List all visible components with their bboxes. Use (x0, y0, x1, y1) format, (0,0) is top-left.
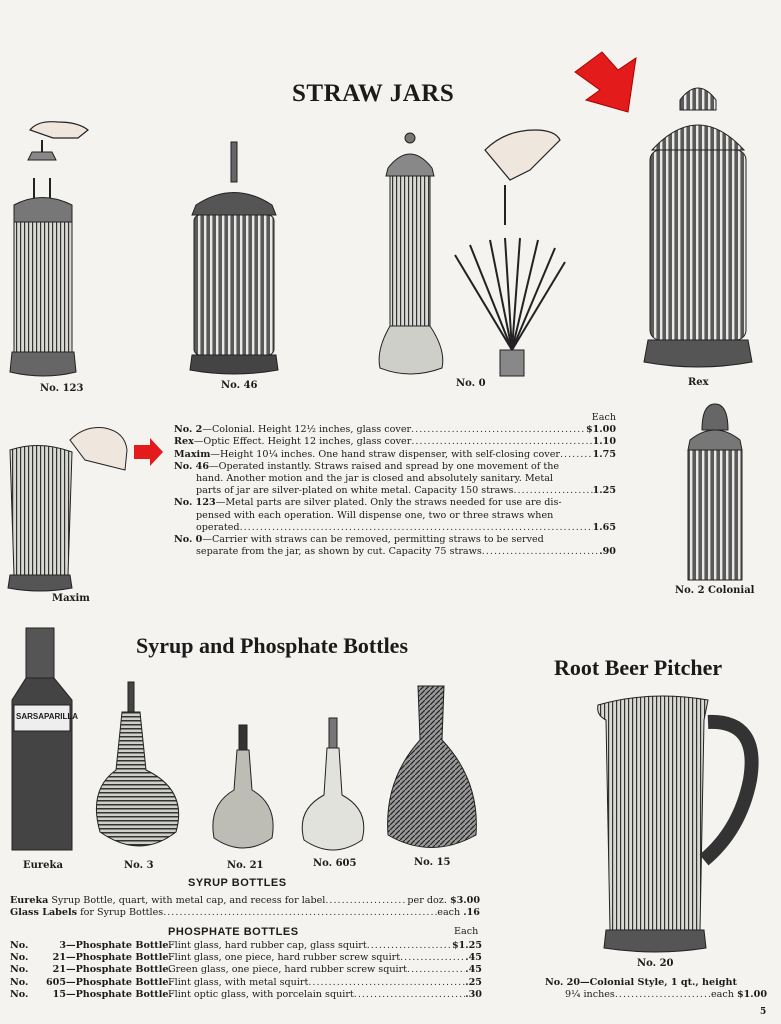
list-item: No. 123—Metal parts are silver plated. Only the straws needed for use are dis- pensed with each operation. Will dispense one, two or three straws when operated ..... 1.65 (174, 497, 616, 534)
syrup-price-list (10, 895, 480, 919)
caption-no-20: No. 20 (637, 958, 674, 969)
table-row: No. 21 —Phosphate Bottle. Green glass, one piece, hard rubber screw squirt ..... .45 (10, 964, 482, 976)
eureka-bottle-illustration (12, 628, 72, 850)
red-arrow-icon-2 (134, 438, 163, 466)
pitcher-no-20-illustration (598, 696, 752, 952)
caption-no-46: No. 46 (221, 380, 258, 391)
list-item: No. 2—Colonial. Height 12½ inches, glass cover ..... $1.00 (174, 424, 616, 436)
page-number: 5 (760, 1007, 767, 1017)
phosphate-price-list (10, 940, 482, 1001)
syrup-bottles-heading: SYRUP BOTTLES (188, 877, 287, 889)
root-beer-price: No. 20—Colonial Style, 1 qt., height 9¼ inches ..... each $1.00 (545, 977, 767, 1001)
list-item: No. 0—Carrier with straws can be removed, permitting straws to be served separate from the jar, as shown by cut. Capacity 75 straws ..... .90 (174, 534, 616, 558)
caption-no-2-colonial: No. 2 Colonial (675, 585, 755, 596)
caption-no-605: No. 605 (313, 858, 357, 869)
no-3-bottle-illustration (96, 682, 178, 846)
syrup-section-title: Syrup and Phosphate Bottles (136, 633, 409, 658)
list-item: Glass Labels for Syrup Bottles ..... each .16 (10, 907, 480, 919)
each-label: Each (591, 412, 616, 423)
table-row: No. 15 —Phosphate Bottle. Flint optic glass, with porcelain squirt ..... .30 (10, 989, 482, 1001)
caption-no-123: No. 123 (40, 383, 84, 394)
hand-icon (30, 122, 88, 138)
list-item: No. 46—Operated instantly. Straws raised and spread by one movement of the hand. Another motion and the jar is closed and absolutely sanitary. Metal parts of jar are silver-plated on white metal. Capacity 150 straws ..... 1.25 (174, 461, 616, 498)
straw-jars-title: STRAW JARS (292, 80, 455, 107)
caption-no-0: No. 0 (456, 378, 486, 389)
phosphate-bottles-heading: PHOSPHATE BOTTLES (168, 926, 299, 938)
phosphate-each-label: Each (454, 926, 479, 937)
no-21-bottle-illustration (213, 725, 273, 848)
list-item: Maxim—Height 10¼ inches. One hand straw dispenser, with self-closing cover ..... 1.75 (174, 449, 616, 461)
table-row: No. 21 —Phosphate Bottle. Flint glass, one piece, hard rubber screw squirt ..... .45 (10, 952, 482, 964)
jar-rex-illustration (644, 88, 752, 367)
jar-no-46-illustration (190, 142, 278, 374)
no-15-bottle-illustration (388, 686, 477, 848)
caption-eureka: Eureka (23, 860, 63, 871)
caption-no-3: No. 3 (124, 860, 154, 871)
table-row: No. 605 —Phosphate Bottle. Flint glass, with metal squirt ..... .25 (10, 977, 482, 989)
sarsaparilla-label: SARSAPARILLA (16, 712, 79, 721)
root-beer-title: Root Beer Pitcher (554, 655, 723, 680)
hand-icon-3 (70, 428, 127, 471)
straw-jar-price-list (174, 412, 616, 558)
list-item: Rex—Optic Effect. Height 12 inches, glass cover ..... 1.10 (174, 436, 616, 448)
red-arrow-icon (575, 52, 636, 112)
list-item: Eureka Syrup Bottle, quart, with metal cap, and recess for label ..... per doz. $3.00 (10, 895, 480, 907)
jar-no-123-illustration (10, 122, 88, 376)
caption-rex: Rex (688, 377, 709, 388)
hand-icon-2 (485, 130, 560, 180)
caption-no-21: No. 21 (227, 860, 264, 871)
table-row: No. 3 —Phosphate Bottle. Flint glass, hard rubber cap, glass squirt ..... $1.25 (10, 940, 482, 952)
caption-no-15: No. 15 (414, 857, 451, 868)
jar-no-2-colonial-illustration (688, 404, 742, 580)
caption-maxim: Maxim (52, 593, 90, 604)
jar-no-0-illustration (379, 130, 565, 376)
no-605-bottle-illustration (302, 718, 364, 850)
jar-maxim-illustration (8, 428, 127, 592)
